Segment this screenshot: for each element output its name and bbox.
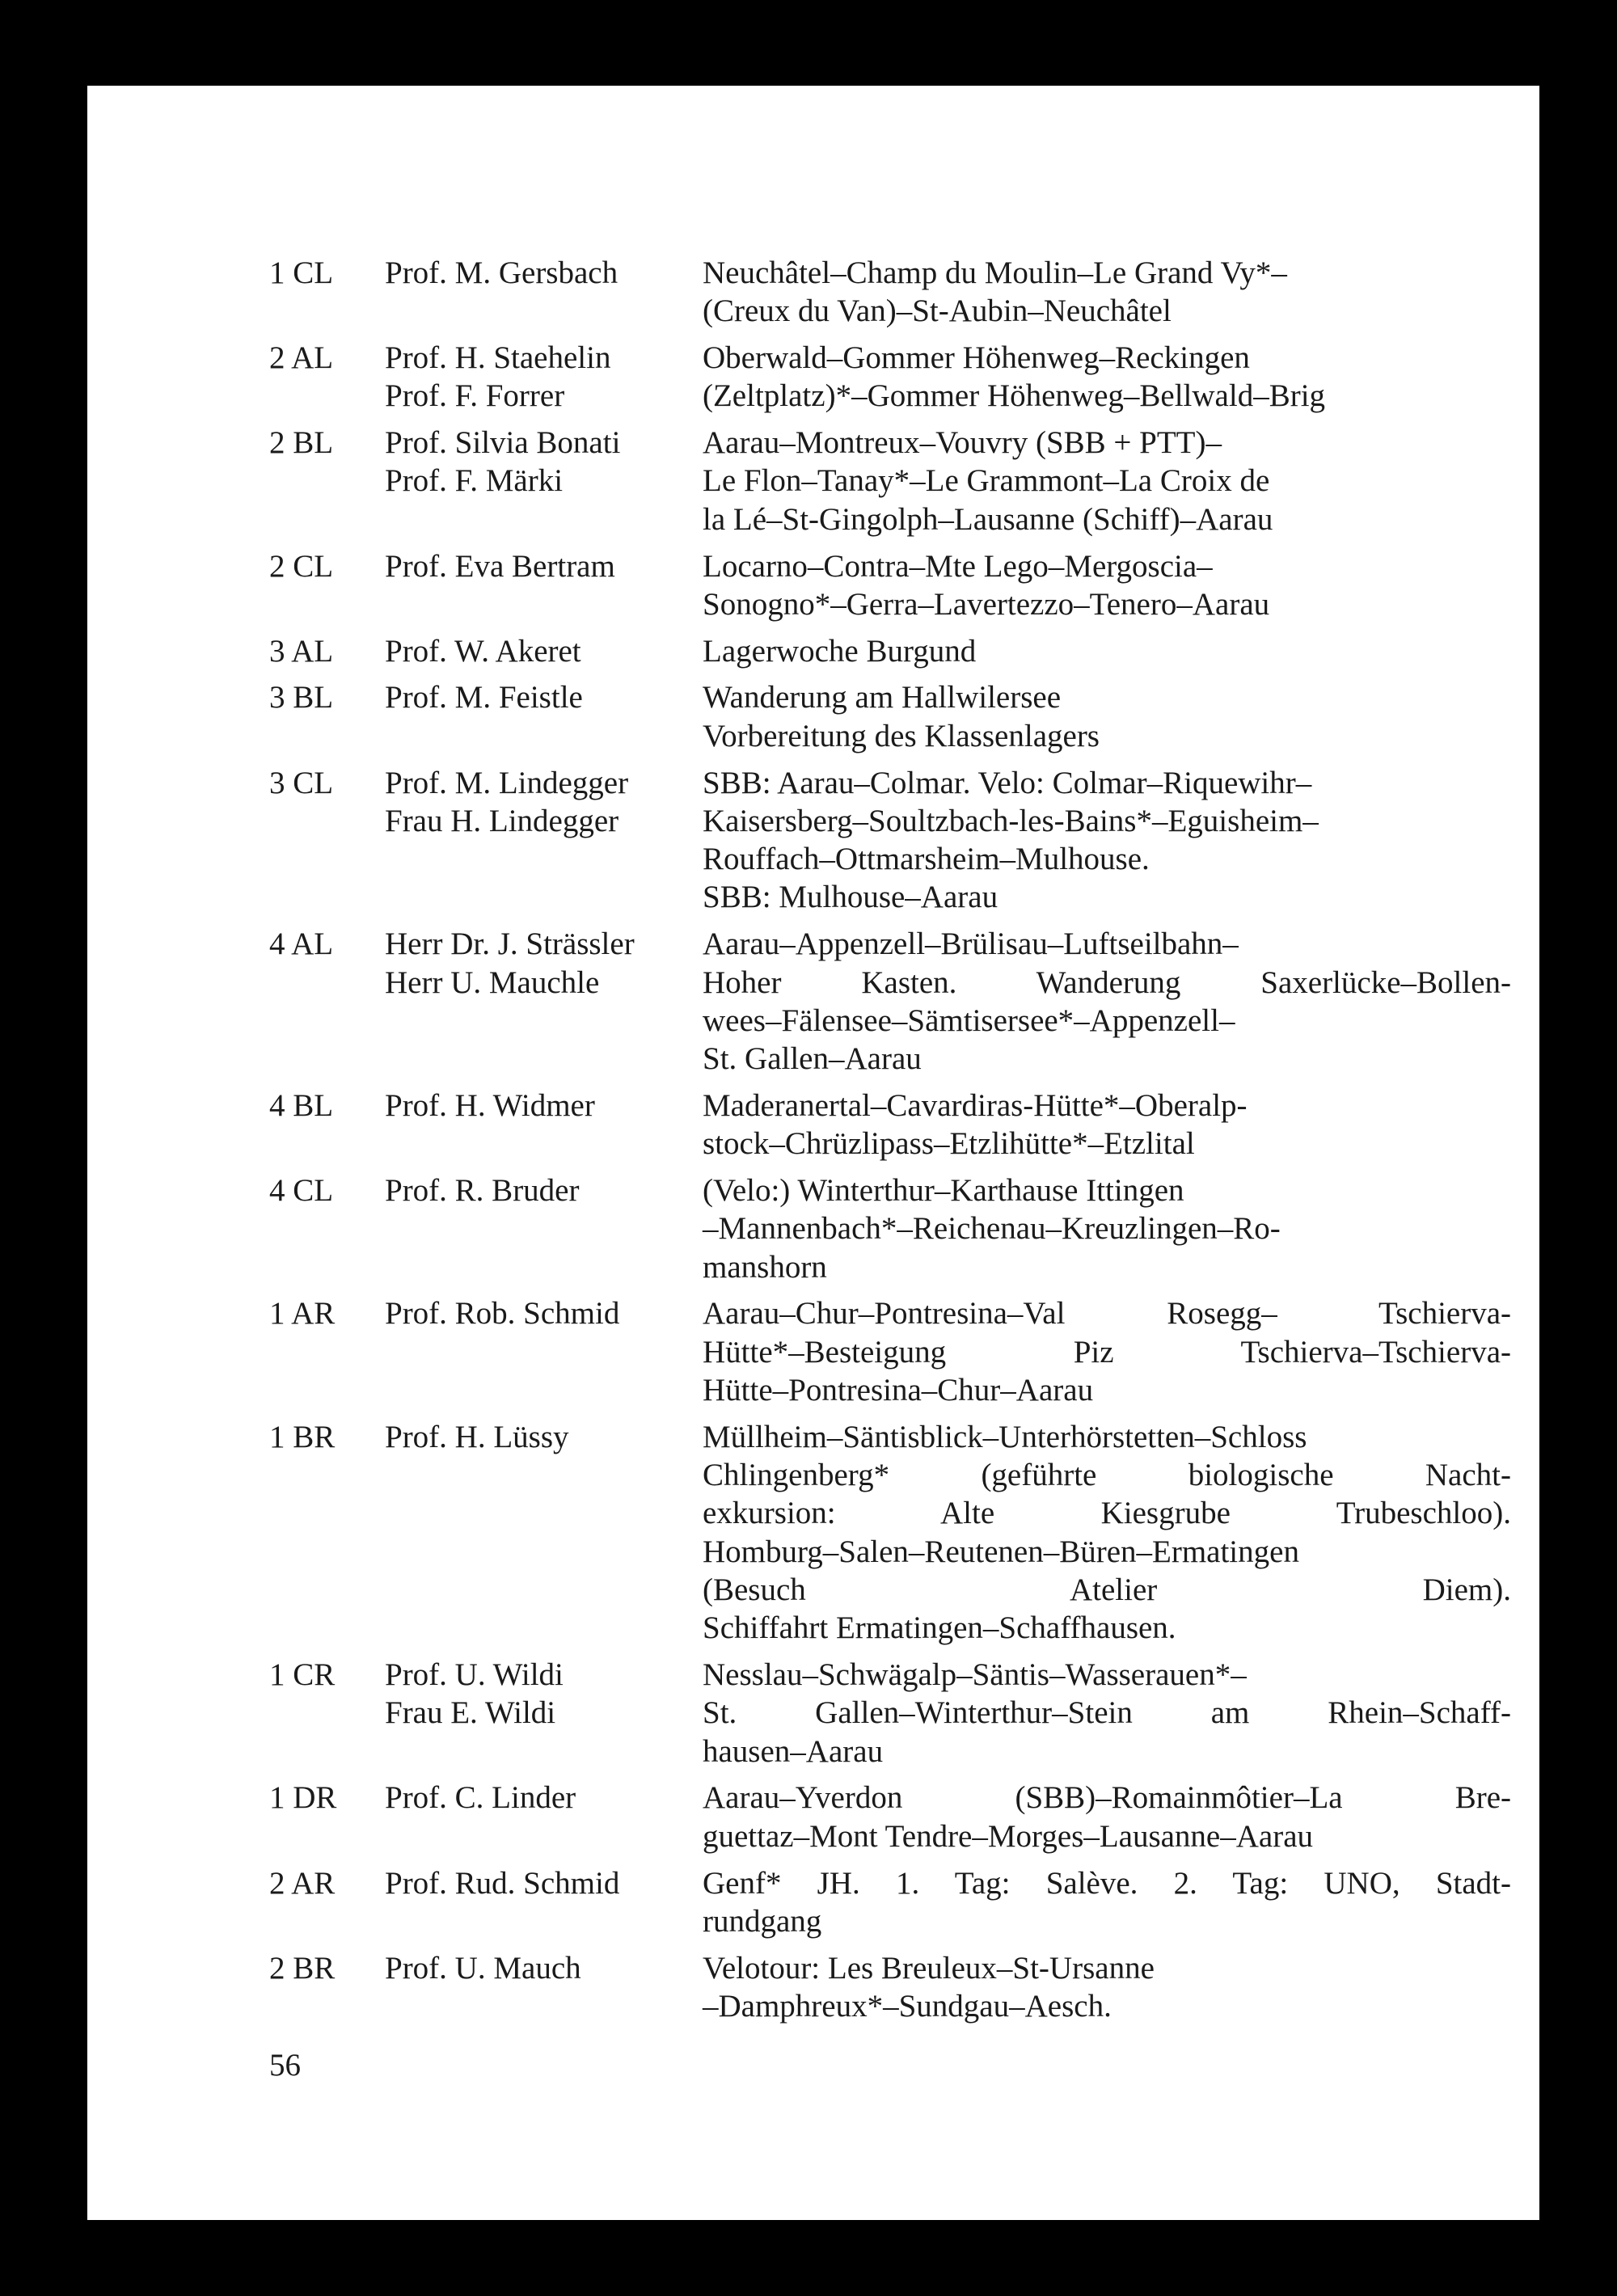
- class-code: 2 AR: [269, 1865, 336, 1901]
- excursion-list: [269, 254, 1514, 2034]
- route-line: Rouffach–Ottmarsheim–Mulhouse.: [703, 842, 1150, 877]
- teacher-name: Prof. H. Lüssy: [385, 1419, 569, 1454]
- teacher-names: [385, 424, 703, 538]
- teacher-name: Prof. R. Bruder: [385, 1173, 580, 1209]
- class-code: 2 AL: [269, 340, 334, 376]
- route-line: Schiffahrt Ermatingen–Schaffhausen.: [703, 1610, 1176, 1646]
- route-line: Neuchâtel–Champ du Moulin–Le Grand Vy*–: [703, 255, 1287, 290]
- route-description: [703, 764, 1511, 917]
- route-line: Aarau–Montreux–Vouvry (SBB + PTT)–: [703, 425, 1222, 461]
- teacher-name: Prof. F. Forrer: [385, 378, 565, 414]
- route-line: Homburg–Salen–Reutenen–Büren–Ermatingen: [703, 1534, 1299, 1569]
- teacher-names: [385, 1294, 703, 1409]
- teacher-name: Prof. Silvia Bonati: [385, 425, 621, 461]
- teacher-name: Prof. H. Staehelin: [385, 340, 611, 376]
- route-line: Wanderung am Hallwilersee: [703, 680, 1062, 715]
- teacher-name: Prof. M. Feistle: [385, 680, 583, 715]
- route-line: manshorn: [703, 1249, 827, 1285]
- class-code: 4 AL: [269, 926, 334, 962]
- route-line: Locarno–Contra–Mte Lego–Mergoscia–: [703, 548, 1213, 584]
- teacher-names: [385, 1171, 703, 1286]
- route-line: Aarau–Appenzell–Brülisau–Luftseilbahn–: [703, 926, 1239, 962]
- excursion-entry: [269, 678, 1514, 755]
- route-description: [703, 1294, 1511, 1409]
- excursion-entry: [269, 254, 1514, 331]
- class-code: 4 BL: [269, 1087, 334, 1123]
- route-line: Nesslau–Schwägalp–Säntis–Wasserauen*–: [703, 1657, 1247, 1693]
- route-line: rundgang: [703, 1903, 822, 1939]
- route-line: Maderanertal–Cavardiras-Hütte*–Oberalp-: [703, 1087, 1248, 1123]
- route-line: Oberwald–Gommer Höhenweg–Reckingen: [703, 340, 1250, 376]
- teacher-names: [385, 1864, 703, 1941]
- teacher-names: [385, 678, 703, 755]
- class-code: 3 AL: [269, 633, 334, 669]
- teacher-name: Prof. U. Wildi: [385, 1657, 564, 1693]
- route-line: guettaz–Mont Tendre–Morges–Lausanne–Aarau: [703, 1818, 1314, 1854]
- teacher-names: [385, 1949, 703, 2026]
- route-description: [703, 678, 1511, 755]
- route-line: Müllheim–Säntisblick–Unterhörstetten–Schloss: [703, 1419, 1307, 1454]
- teacher-name: Prof. M. Lindegger: [385, 765, 629, 800]
- route-description: [703, 424, 1511, 538]
- route-line: Kaisersberg–Soultzbach-les-Bains*–Eguisheim–: [703, 803, 1319, 838]
- teacher-names: [385, 764, 703, 917]
- route-line: Hoher Kasten. Wanderung Saxerlücke–Bollen-: [703, 964, 1511, 1000]
- teacher-names: [385, 339, 703, 416]
- teacher-names: [385, 1087, 703, 1163]
- class-code: 3 BL: [269, 680, 334, 715]
- route-description: [703, 254, 1511, 331]
- route-line: SBB: Mulhouse–Aarau: [703, 880, 998, 915]
- route-line: Vorbereitung des Klassenlagers: [703, 718, 1100, 753]
- route-description: [703, 1418, 1511, 1648]
- excursion-entry: [269, 424, 1514, 538]
- route-line: (Creux du Van)–St-Aubin–Neuchâtel: [703, 293, 1172, 329]
- class-code: 1 AR: [269, 1296, 336, 1332]
- excursion-entry: [269, 547, 1514, 624]
- route-line: SBB: Aarau–Colmar. Velo: Colmar–Riquewihr–: [703, 765, 1312, 800]
- excursion-entry: [269, 1656, 1514, 1771]
- excursion-entry: [269, 1779, 1514, 1855]
- route-description: [703, 632, 1511, 670]
- route-line: –Damphreux*–Sundgau–Aesch.: [703, 1988, 1112, 2024]
- teacher-names: [385, 1656, 703, 1771]
- route-line: exkursion: Alte Kiesgrube Trubeschloo).: [703, 1496, 1511, 1531]
- teacher-names: [385, 1418, 703, 1648]
- teacher-name: Prof. W. Akeret: [385, 633, 581, 669]
- route-line: St. Gallen–Winterthur–Stein am Rhein–Schaff-: [703, 1695, 1511, 1731]
- teacher-name: Frau E. Wildi: [385, 1695, 556, 1731]
- teacher-names: [385, 632, 703, 670]
- route-description: [703, 1949, 1511, 2026]
- route-line: Aarau–Chur–Pontresina–Val Rosegg– Tschierva-: [703, 1296, 1511, 1332]
- route-line: wees–Fälensee–Sämtisersee*–Appenzell–: [703, 1002, 1235, 1038]
- route-description: [703, 925, 1511, 1078]
- page-number: 56: [269, 2048, 301, 2083]
- route-description: [703, 339, 1511, 416]
- route-description: [703, 1779, 1511, 1855]
- document-page: [87, 86, 1539, 2220]
- class-code: 2 BL: [269, 425, 334, 461]
- route-line: hausen–Aarau: [703, 1733, 884, 1769]
- teacher-names: [385, 1779, 703, 1855]
- route-description: [703, 1171, 1511, 1286]
- excursion-entry: [269, 1294, 1514, 1409]
- class-code: 2 BR: [269, 1950, 336, 1986]
- excursion-entry: [269, 764, 1514, 917]
- class-code: 1 DR: [269, 1780, 337, 1816]
- teacher-name: Prof. Rud. Schmid: [385, 1865, 620, 1901]
- teacher-name: Prof. Eva Bertram: [385, 548, 615, 584]
- teacher-name: Prof. Rob. Schmid: [385, 1296, 620, 1332]
- route-line: St. Gallen–Aarau: [703, 1041, 922, 1077]
- route-line: la Lé–St-Gingolph–Lausanne (Schiff)–Aarau: [703, 501, 1273, 537]
- excursion-entry: [269, 1171, 1514, 1286]
- route-line: Lagerwoche Burgund: [703, 633, 977, 669]
- route-line: Aarau–Yverdon (SBB)–Romainmôtier–La Bre-: [703, 1780, 1511, 1816]
- route-line: (Zeltplatz)*–Gommer Höhenweg–Bellwald–Brig: [703, 378, 1326, 414]
- teacher-name: Frau H. Lindegger: [385, 803, 619, 838]
- route-line: Velotour: Les Breuleux–St-Ursanne: [703, 1950, 1155, 1986]
- route-line: Le Flon–Tanay*–Le Grammont–La Croix de: [703, 463, 1270, 499]
- teacher-name: Prof. U. Mauch: [385, 1950, 581, 1986]
- route-description: [703, 547, 1511, 624]
- teacher-names: [385, 254, 703, 331]
- route-line: Genf* JH. 1. Tag: Salève. 2. Tag: UNO, Stadt-: [703, 1865, 1511, 1901]
- excursion-entry: [269, 1418, 1514, 1648]
- excursion-entry: [269, 339, 1514, 416]
- teacher-name: Prof. H. Widmer: [385, 1087, 595, 1123]
- route-line: –Mannenbach*–Reichenau–Kreuzlingen–Ro-: [703, 1211, 1281, 1247]
- teacher-name: Herr U. Mauchle: [385, 964, 600, 1000]
- teacher-name: Prof. F. Märki: [385, 463, 564, 499]
- teacher-name: Prof. M. Gersbach: [385, 255, 619, 290]
- route-line: Chlingenberg* (geführte biologische Nacht-: [703, 1458, 1511, 1493]
- excursion-entry: [269, 1087, 1514, 1163]
- excursion-entry: [269, 925, 1514, 1078]
- route-line: (Velo:) Winterthur–Karthause Ittingen: [703, 1173, 1184, 1209]
- route-description: [703, 1864, 1511, 1941]
- teacher-name: Herr Dr. J. Strässler: [385, 926, 635, 962]
- route-line: stock–Chrüzlipass–Etzlihütte*–Etzlital: [703, 1126, 1195, 1162]
- route-line: Sonogno*–Gerra–Lavertezzo–Tenero–Aarau: [703, 586, 1270, 622]
- class-code: 1 CR: [269, 1657, 336, 1693]
- excursion-entry: [269, 632, 1514, 670]
- excursion-entry: [269, 1864, 1514, 1941]
- teacher-names: [385, 547, 703, 624]
- class-code: 2 CL: [269, 548, 334, 584]
- route-line: Hütte–Pontresina–Chur–Aarau: [703, 1373, 1094, 1408]
- class-code: 4 CL: [269, 1173, 334, 1209]
- route-line: Hütte*–Besteigung Piz Tschierva–Tschierva-: [703, 1334, 1511, 1370]
- class-code: 3 CL: [269, 765, 334, 800]
- route-description: [703, 1656, 1511, 1771]
- class-code: 1 BR: [269, 1419, 336, 1454]
- class-code: 1 CL: [269, 255, 334, 290]
- excursion-entry: [269, 1949, 1514, 2026]
- route-line: (Besuch Atelier Diem).: [703, 1572, 1511, 1607]
- teacher-names: [385, 925, 703, 1078]
- route-description: [703, 1087, 1511, 1163]
- teacher-name: Prof. C. Linder: [385, 1780, 576, 1816]
